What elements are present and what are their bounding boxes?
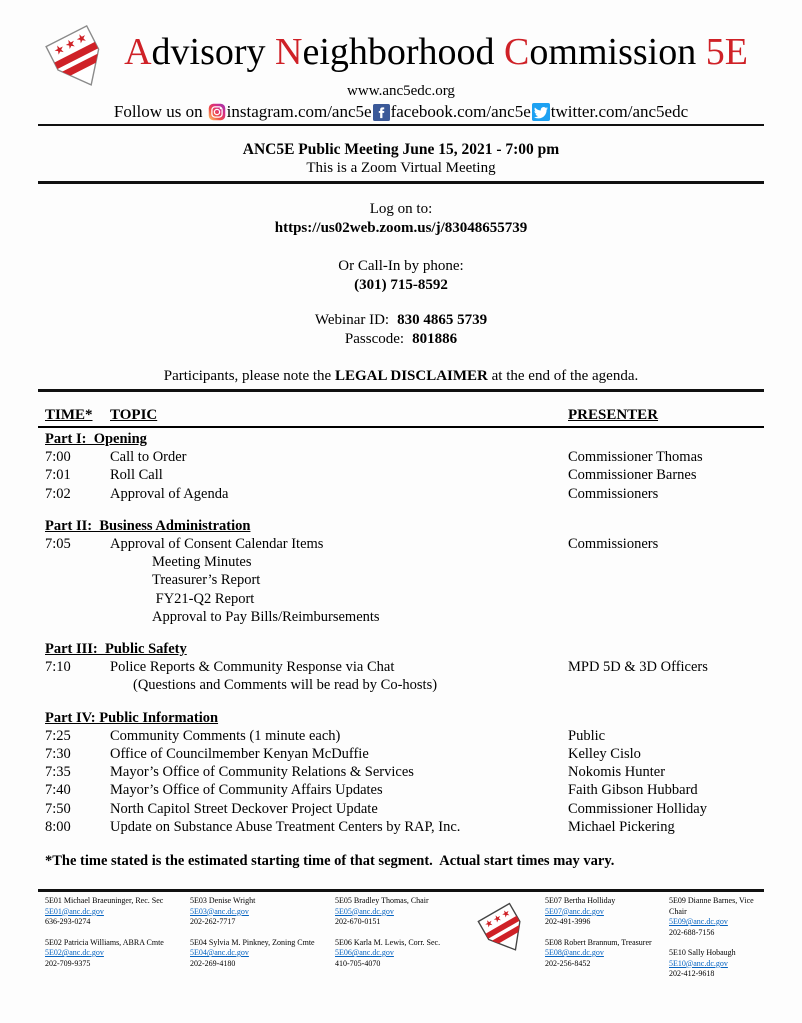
- disclaimer-prefix: Participants, please note the: [163, 368, 335, 384]
- agenda-topic: Mayor’s Office of Community Affairs Updates: [110, 782, 383, 799]
- agenda-row: [38, 727, 764, 745]
- agenda-section-information: [0, 709, 802, 836]
- commissioner-name: 5E07 Bertha Holliday: [545, 896, 616, 905]
- instagram-handle: instagram.com/anc5e: [226, 102, 372, 121]
- footer: [0, 889, 802, 990]
- agenda-topic: Call to Order: [110, 449, 187, 466]
- commissioner-entry: [190, 938, 335, 970]
- agenda-subitem: Treasurer’s Report: [152, 572, 261, 589]
- org-title-segment: C: [504, 31, 530, 73]
- meeting-heading: ANC5E Public Meeting June 15, 2021 - 7:00 pm: [242, 141, 560, 158]
- commissioner-email-link[interactable]: 5E03@anc.dc.gov: [190, 906, 249, 916]
- dc-flag-logo: [40, 18, 116, 100]
- agenda-subitem: Approval to Pay Bills/Reimbursements: [152, 608, 380, 625]
- section-title: Part IV: Public Information: [45, 709, 219, 726]
- agenda-row: [38, 535, 764, 553]
- footer-logo-cell: [463, 896, 545, 990]
- commissioner-name: 5E09 Dianne Barnes, Vice Chair: [669, 896, 754, 916]
- org-website: www.anc5edc.org: [347, 83, 455, 99]
- disclaimer-bold: LEGAL DISCLAIMER: [334, 368, 488, 384]
- agenda-row: [38, 485, 764, 503]
- commissioner-phone: 636-293-0274: [45, 917, 91, 926]
- agenda-presenter: Faith Gibson Hubbard: [568, 782, 698, 799]
- commissioner-entry: [545, 938, 669, 970]
- commissioner-email-link[interactable]: 5E10@anc.dc.gov: [669, 958, 728, 968]
- agenda-section-business: [0, 517, 802, 626]
- commissioner-name: 5E03 Denise Wright: [190, 896, 256, 905]
- footer-column: [45, 896, 190, 990]
- column-presenter: PRESENTER: [568, 407, 659, 423]
- social-row: [0, 101, 802, 123]
- agenda-topic: North Capitol Street Deckover Project Update: [110, 800, 378, 817]
- commissioner-name: 5E10 Sally Hobaugh: [669, 948, 736, 957]
- instagram-icon: [208, 103, 226, 121]
- webinar-id-line: [0, 311, 802, 330]
- commissioner-name: 5E04 Sylvia M. Pinkney, Zoning Cmte: [190, 937, 315, 947]
- agenda-time: 7:00: [45, 449, 71, 466]
- commissioner-phone: 202-670-0151: [335, 917, 381, 926]
- commissioner-entry: [669, 948, 764, 980]
- agenda-row: [38, 448, 764, 466]
- commissioner-email-link[interactable]: 5E06@anc.dc.gov: [335, 948, 394, 957]
- meeting-divider: [38, 181, 764, 184]
- agenda-row: [38, 800, 764, 818]
- agenda-subitem: Meeting Minutes: [152, 554, 252, 571]
- commissioner-entry: [669, 896, 764, 938]
- agenda-presenter: Commissioner Barnes: [568, 467, 697, 484]
- agenda-presenter: Kelley Cislo: [568, 746, 641, 763]
- agenda-row: [38, 745, 764, 763]
- agenda-section-safety: [0, 640, 802, 695]
- commissioner-name: 5E08 Robert Brannum, Treasurer: [545, 937, 652, 947]
- agenda-time: 7:30: [45, 746, 71, 763]
- org-title-segment: 5E: [705, 31, 748, 73]
- passcode-value: 801886: [412, 331, 458, 347]
- commissioner-email-link[interactable]: 5E07@anc.dc.gov: [545, 906, 604, 916]
- facebook-handle: facebook.com/anc5e: [390, 102, 531, 121]
- disclaimer-line: [0, 367, 802, 386]
- commissioner-name: 5E02 Patricia Williams, ABRA Cmte: [45, 937, 164, 947]
- agenda-header-row: [38, 406, 764, 428]
- agenda-presenter: Michael Pickering: [568, 818, 675, 835]
- disclaimer-suffix: at the end of the agenda.: [487, 368, 639, 384]
- commissioner-entry: [45, 938, 190, 970]
- agenda-presenter: Nokomis Hunter: [568, 764, 666, 781]
- webinar-id-value: 830 4865 5739: [397, 312, 488, 328]
- facebook-icon: [373, 104, 390, 121]
- masthead: [0, 0, 802, 126]
- agenda-topic: Update on Substance Abuse Treatment Centers by RAP, Inc.: [110, 818, 461, 835]
- agenda-row: [38, 781, 764, 799]
- org-title-segment: dvisory: [151, 31, 276, 73]
- agenda-topic: Approval of Consent Calendar Items: [110, 536, 324, 553]
- commissioner-entry: [335, 938, 463, 970]
- meeting-subheading: This is a Zoom Virtual Meeting: [306, 160, 496, 176]
- commissioner-email-link[interactable]: 5E09@anc.dc.gov: [669, 917, 728, 926]
- agenda-topic: Police Reports & Community Response via Chat: [110, 659, 395, 676]
- agenda-subitem: FY21-Q2 Report: [152, 590, 255, 607]
- agenda-time: 7:25: [45, 727, 71, 744]
- agenda-presenter: MPD 5D & 3D Officers: [568, 659, 708, 676]
- callin-label: Or Call-In by phone:: [338, 258, 464, 274]
- agenda-topic: Approval of Agenda: [110, 485, 229, 502]
- webinar-id-label: Webinar ID:: [314, 312, 390, 328]
- agenda-presenter: Commissioners: [568, 536, 659, 553]
- agenda-note: (Questions and Comments will be read by Co-hosts): [133, 677, 438, 694]
- zoom-url: https://us02web.zoom.us/j/83048655739: [274, 220, 528, 236]
- logon-label: Log on to:: [369, 201, 433, 217]
- agenda-presenter: Commissioner Thomas: [568, 449, 703, 466]
- agenda-topic: Office of Councilmember Kenyan McDuffie: [110, 746, 369, 763]
- section-title: Part I: Opening: [45, 431, 147, 447]
- agenda-time: 7:02: [45, 485, 71, 502]
- org-title-segment: eighborhood: [302, 31, 505, 73]
- commissioner-email-link[interactable]: 5E05@anc.dc.gov: [335, 906, 394, 916]
- commissioner-phone: 202-256-8452: [545, 958, 591, 968]
- agenda-row: [38, 818, 764, 836]
- agenda-presenter: Commissioner Holliday: [568, 800, 707, 817]
- footer-divider: [38, 889, 764, 892]
- follow-label: Follow us on: [113, 102, 203, 121]
- footer-column: [190, 896, 335, 990]
- agenda-time: 7:05: [45, 536, 71, 553]
- section-title: Part II: Business Administration: [45, 517, 251, 534]
- agenda-time: 7:40: [45, 782, 71, 799]
- twitter-icon: [532, 103, 550, 121]
- commissioner-phone: 410-705-4070: [335, 958, 381, 968]
- commissioner-email-link[interactable]: 5E04@anc.dc.gov: [190, 948, 249, 957]
- time-footnote: *The time stated is the estimated starting time of that segment. Actual start times may vary.: [45, 853, 615, 870]
- footer-column: [335, 896, 463, 990]
- agenda-topic: Mayor’s Office of Community Relations & Services: [110, 764, 414, 781]
- commissioner-email-link[interactable]: 5E02@anc.dc.gov: [45, 948, 104, 957]
- commissioner-name: 5E01 Michael Braeuninger, Rec. Sec: [45, 896, 164, 905]
- footer-column: [669, 896, 764, 990]
- commissioner-name: 5E06 Karla M. Lewis, Corr. Sec.: [335, 937, 441, 947]
- commissioner-phone: 202-412-9618: [669, 969, 715, 978]
- commissioner-entry: [45, 896, 190, 928]
- commissioner-phone: 202-688-7156: [669, 927, 715, 937]
- agenda-time: 7:50: [45, 800, 71, 817]
- agenda-presenter: Public: [568, 727, 606, 744]
- disclaimer-divider: [38, 389, 764, 392]
- agenda-row: [38, 466, 764, 484]
- passcode-line: [0, 330, 802, 349]
- dc-flag-logo-footer: [474, 896, 534, 964]
- agenda-time: 8:00: [45, 818, 71, 835]
- agenda-time: 7:35: [45, 764, 71, 781]
- commissioner-name: 5E05 Bradley Thomas, Chair: [335, 896, 429, 905]
- commissioner-phone: 202-262-7717: [190, 917, 236, 926]
- column-time: TIME*: [45, 407, 93, 423]
- agenda-topic: Community Comments (1 minute each): [110, 727, 341, 744]
- org-title-segment: ommission: [529, 31, 706, 73]
- agenda-time: 7:01: [45, 467, 71, 484]
- commissioner-email-link[interactable]: 5E01@anc.dc.gov: [45, 906, 104, 916]
- commissioner-phone: 202-709-9375: [45, 958, 91, 968]
- column-topic: TOPIC: [110, 407, 158, 423]
- agenda-row: [38, 658, 764, 676]
- commissioner-email-link[interactable]: 5E08@anc.dc.gov: [545, 948, 604, 957]
- callin-phone: (301) 715-8592: [354, 277, 448, 293]
- commissioner-phone: 202-269-4180: [190, 958, 236, 968]
- footer-column: [545, 896, 669, 990]
- commissioner-entry: [190, 896, 335, 928]
- agenda-row: [38, 763, 764, 781]
- agenda-presenter: Commissioners: [568, 485, 659, 502]
- section-title: Part III: Public Safety: [45, 641, 187, 658]
- agenda-topic: Roll Call: [110, 467, 163, 484]
- org-title-segment: A: [124, 31, 152, 73]
- header-divider: [38, 124, 764, 126]
- agenda-time: 7:10: [45, 659, 71, 676]
- twitter-handle: twitter.com/anc5edc: [550, 102, 689, 121]
- commissioner-entry: [545, 896, 669, 928]
- org-title: [0, 26, 802, 78]
- agenda-section-opening: [0, 430, 802, 503]
- org-title-segment: N: [275, 31, 303, 73]
- commissioner-phone: 202-491-3996: [545, 917, 591, 926]
- commissioner-entry: [335, 896, 463, 928]
- passcode-label: Passcode:: [344, 331, 405, 347]
